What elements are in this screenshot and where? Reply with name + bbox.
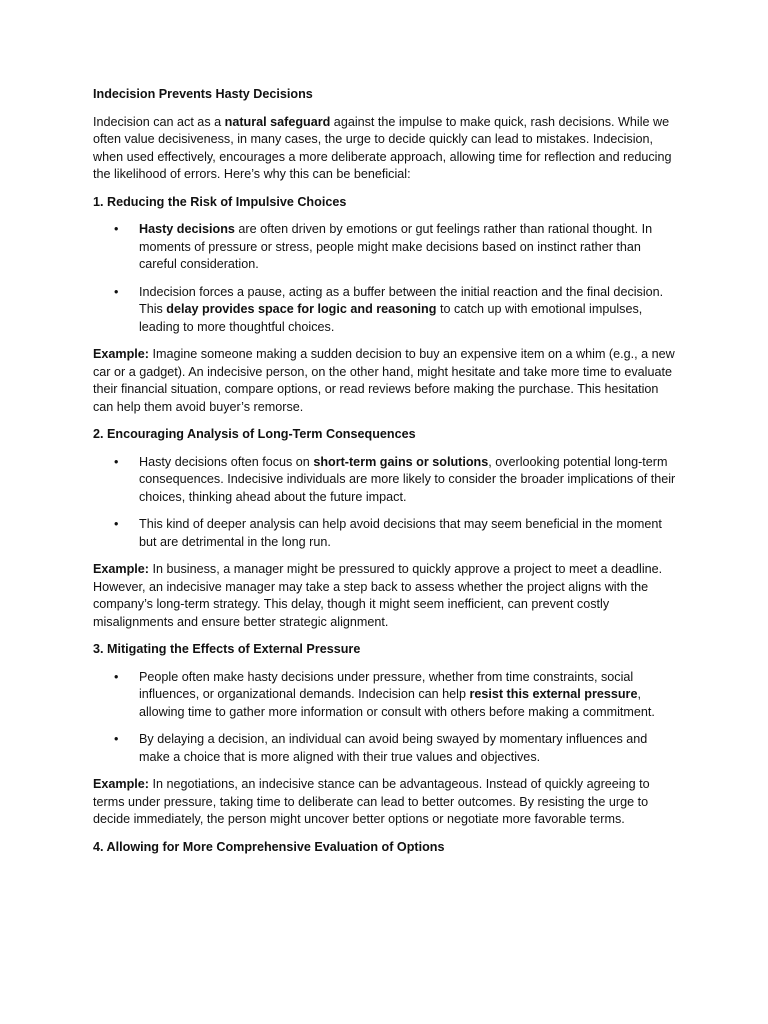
bullet-bold: Hasty decisions	[139, 222, 235, 236]
bullet-text-1: Indecision forces a pause, acting as a buffer between the initial reaction and the final decision. This	[139, 284, 664, 316]
section-3-example	[93, 776, 678, 829]
section-2-bullet-list	[93, 454, 678, 552]
section-1-bullet-list	[93, 221, 678, 336]
section-4-heading: 4. Allowing for More Comprehensive Evaluation of Options	[93, 839, 445, 854]
list-item	[114, 516, 678, 551]
document-page	[93, 86, 678, 866]
example-text: In business, a manager might be pressured to quickly approve a project to meet a deadline. However, an indecisive manager may take a step back to assess whether the project aligns with the company’s long-term strategy. This delay, though it might seem inefficient, can prevent costly misalignments and ensure better strategic alignment.	[93, 562, 663, 629]
bullet-text-2: , allowing time to gather more information or consult with others before making a commitment.	[139, 687, 655, 719]
intro-paragraph	[93, 114, 678, 184]
intro-bold: natural safeguard	[224, 114, 331, 129]
bullet-glyph: •	[114, 454, 119, 469]
bullet-text-2: are often driven by emotions or gut feelings rather than rational thought. In moments of pressure or stress, people might make decisions based on instinct rather than careful consideration.	[139, 222, 653, 271]
bullet-glyph: •	[114, 517, 119, 531]
document-title: Indecision Prevents Hasty Decisions	[93, 87, 313, 101]
bullet-text-1: This kind of deeper analysis can help avoid decisions that may seem beneficial in the moment but are detrimental in the long run.	[139, 517, 662, 549]
example-label: Example:	[93, 562, 149, 576]
list-item	[114, 221, 678, 274]
example-text: In negotiations, an indecisive stance can be advantageous. Instead of quickly agreeing to terms under pressure, taking time to deliberate can lead to better outcomes. By resisting the urge to decide immediately, the person might uncover better options or negotiate more favorable terms.	[93, 777, 650, 826]
section-3-bullet-list	[93, 669, 678, 767]
bullet-text-2: , overlooking potential long-term consequences. Indecisive individuals are more likely to consider the broader implications of their choices, thinking ahead about the future impact.	[139, 454, 676, 504]
bullet-text-1: By delaying a decision, an individual can avoid being swayed by momentary influences and make a choice that is more aligned with their true values and objectives.	[139, 732, 648, 764]
example-text: Imagine someone making a sudden decision to buy an expensive item on a whim (e.g., a new car or a gadget). An indecisive person, on the other hand, might hesitate and take more time to evaluate their financial situation, compare options, or read reviews before making the purchase. This hesitation can help them avoid buyer’s remorse.	[93, 347, 675, 414]
bullet-glyph: •	[114, 669, 119, 684]
bullet-bold: resist this external pressure	[469, 687, 638, 701]
bullet-text-1: People often make hasty decisions under pressure, whether from time constraints, social influences, or organizational demands. Indecision can help	[139, 669, 634, 701]
example-label: Example:	[93, 347, 149, 361]
section-2-example	[93, 561, 678, 631]
intro-text-1: Indecision can act as a	[93, 114, 225, 129]
bullet-bold: short-term gains or solutions	[313, 454, 489, 469]
list-item	[114, 669, 678, 722]
section-3-heading: 3. Mitigating the Effects of External Pressure	[93, 642, 361, 656]
list-item	[114, 284, 678, 337]
bullet-glyph: •	[114, 222, 119, 236]
bullet-bold: delay provides space for logic and reasoning	[166, 302, 437, 316]
list-item	[114, 731, 678, 766]
bullet-glyph: •	[114, 732, 119, 746]
bullet-glyph: •	[114, 284, 119, 299]
bullet-text-1: Hasty decisions often focus on	[139, 454, 314, 469]
section-1-example	[93, 346, 678, 416]
intro-text-2: against the impulse to make quick, rash decisions. While we often value decisiveness, in many cases, the urge to decide quickly can lead to mistakes. Indecision, when used effectively, encourages a more deliberate approach, allowing time for reflection and reducing the likelihood of errors. Here’s why this can be beneficial:	[93, 114, 672, 181]
section-2-heading: 2. Encouraging Analysis of Long-Term Consequences	[93, 427, 416, 441]
section-1-heading: 1. Reducing the Risk of Impulsive Choices	[93, 194, 347, 209]
example-label: Example:	[93, 777, 149, 791]
bullet-text-2: to catch up with emotional impulses, leading to more thoughtful choices.	[139, 302, 643, 334]
list-item	[114, 454, 678, 507]
